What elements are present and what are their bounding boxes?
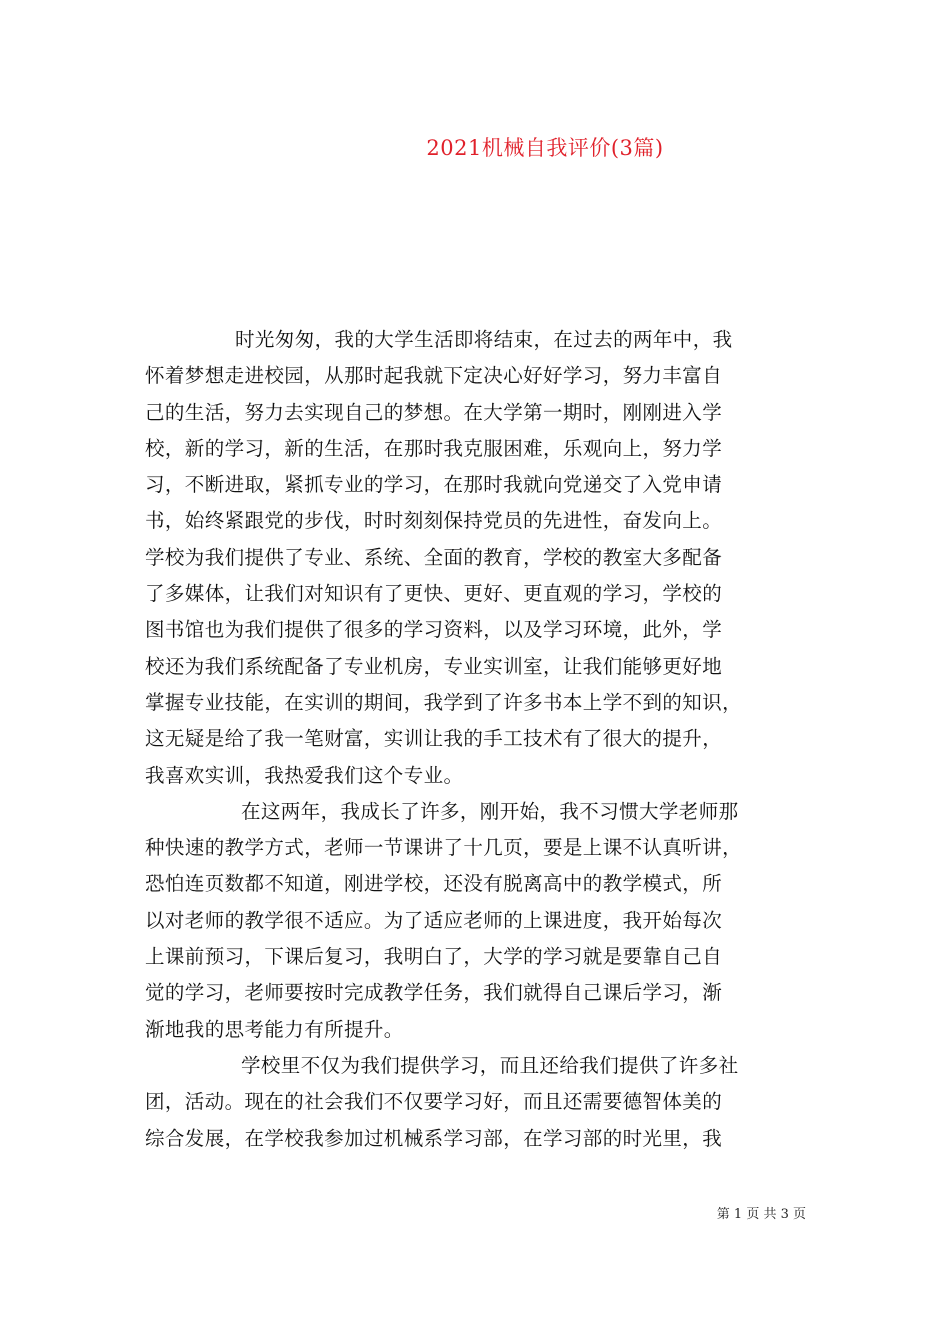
paragraph-line: 掌握专业技能，在实训的期间，我学到了许多书本上学不到的知识， <box>145 690 743 714</box>
paragraph-line: 怀着梦想走进校园，从那时起我就下定决心好好学习，努力丰富自 <box>145 364 723 388</box>
paragraph-line: 渐地我的思考能力有所提升。 <box>145 1017 404 1041</box>
paragraph-line: 学校为我们提供了专业、系统、全面的教育，学校的教室大多配备 <box>145 545 723 569</box>
document-title: 2021机械自我评价(3篇) <box>426 136 664 160</box>
paragraph-line: 以对老师的教学很不适应。为了适应老师的上课进度，我开始每次 <box>145 908 723 932</box>
paragraph-line: 团，活动。现在的社会我们不仅要学习好，而且还需要德智体美的 <box>145 1090 723 1114</box>
paragraph-line: 这无疑是给了我一笔财富，实训让我的手工技术有了很大的提升， <box>145 727 723 751</box>
paragraph-line: 综合发展，在学校我参加过机械系学习部，在学习部的时光里，我 <box>145 1126 723 1150</box>
page-number: 第 1 页 共 3 页 <box>716 1207 806 1222</box>
paragraph-line: 图书馆也为我们提供了很多的学习资料，以及学习环境，此外，学 <box>145 618 723 642</box>
paragraph-line: 书，始终紧跟党的步伐，时时刻刻保持党员的先进性，奋发向上。 <box>145 509 723 533</box>
paragraph-line: 恐怕连页数都不知道，刚进学校，还没有脱离高中的教学模式，所 <box>145 872 723 896</box>
paragraph-line: 己的生活，努力去实现自己的梦想。在大学第一期时，刚刚进入学 <box>145 400 723 424</box>
paragraph-line: 时光匆匆，我的大学生活即将结束，在过去的两年中，我 <box>235 328 733 351</box>
document-body <box>145 322 810 1157</box>
paragraph-line: 我喜欢实训，我热爱我们这个专业。 <box>145 763 464 787</box>
paragraph-line: 觉的学习，老师要按时完成教学任务，我们就得自己课后学习，渐 <box>145 981 723 1005</box>
paragraph-line: 习，不断进取，紧抓专业的学习，在那时我就向党递交了入党申请 <box>145 473 723 497</box>
paragraph-line: 学校里不仅为我们提供学习，而且还给我们提供了许多社 <box>241 1053 739 1077</box>
paragraph-line: 校，新的学习，新的生活，在那时我克服困难，乐观向上，努力学 <box>145 436 723 460</box>
paragraph-line: 在这两年，我成长了许多，刚开始，我不习惯大学老师那 <box>241 799 739 823</box>
paragraph-line: 校还为我们系统配备了专业机房，专业实训室，让我们能够更好地 <box>145 654 723 678</box>
paragraph-line: 了多媒体，让我们对知识有了更快、更好、更直观的学习，学校的 <box>145 582 723 606</box>
paragraph-line: 种快速的教学方式，老师一节课讲了十几页，要是上课不认真听讲， <box>145 836 743 860</box>
paragraph-line: 上课前预习，下课后复习，我明白了，大学的学习就是要靠自己自 <box>145 945 723 969</box>
